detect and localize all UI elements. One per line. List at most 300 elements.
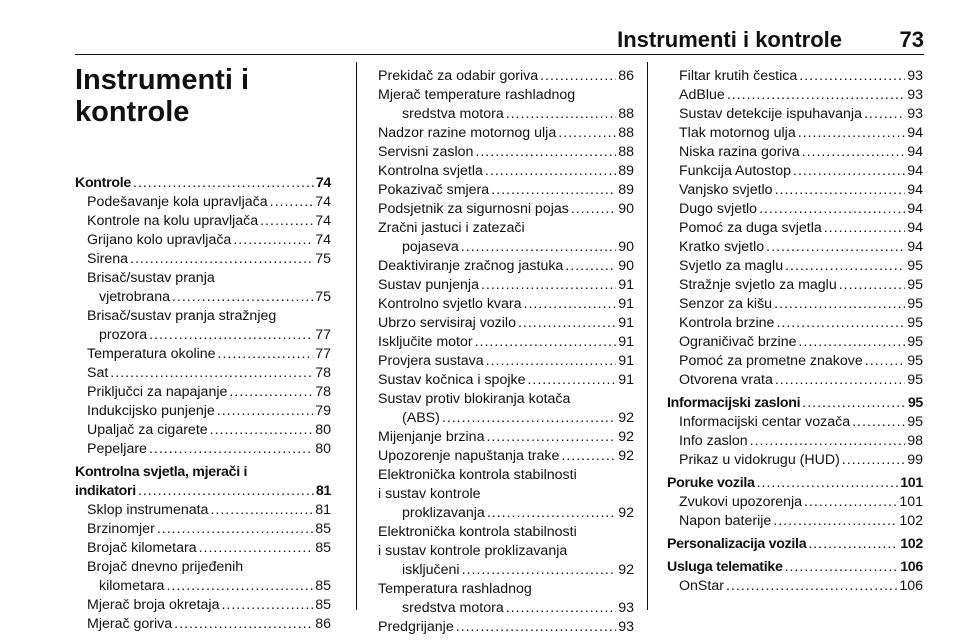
- toc-entry-group[interactable]: [378, 219, 634, 257]
- toc-entry-title: Prikaz u vidokrugu (HUD): [679, 452, 840, 468]
- toc-dot-leader: [518, 314, 616, 333]
- toc-entry[interactable]: [75, 440, 331, 459]
- toc-entry-title: Ubrzo servisiraj vozilo: [378, 315, 516, 331]
- toc-entry-title: Pepeljare: [87, 441, 147, 457]
- toc-entry[interactable]: [75, 345, 331, 364]
- toc-column-3: [667, 67, 923, 596]
- column-divider-1: [356, 62, 357, 610]
- toc-entry[interactable]: [667, 295, 923, 314]
- toc-page-number: 94: [907, 144, 923, 160]
- toc-entry[interactable]: [667, 314, 923, 333]
- toc-page-number: 95: [907, 277, 923, 293]
- toc-dot-leader: [842, 451, 905, 470]
- toc-dot-leader: [475, 143, 616, 162]
- toc-entry[interactable]: [667, 512, 923, 531]
- toc-dot-leader: [221, 596, 313, 615]
- toc-page-number: 91: [618, 334, 634, 350]
- toc-dot-leader: [540, 67, 616, 86]
- toc-page-number: 94: [907, 182, 923, 198]
- toc-entry-group[interactable]: [75, 307, 331, 345]
- toc-entry[interactable]: [667, 451, 923, 470]
- toc-entry-line: Brisač/sustav pranja: [87, 270, 215, 286]
- toc-dot-leader: [799, 333, 906, 352]
- toc-entry-title: Sklop instrumenata: [87, 502, 209, 518]
- toc-dot-leader: [174, 615, 313, 634]
- toc-entry-title: Servisni zaslon: [378, 144, 474, 160]
- toc-entry[interactable]: [378, 504, 634, 523]
- toc-entry[interactable]: [667, 162, 923, 181]
- toc-page-number: 88: [618, 106, 634, 122]
- toc-dot-leader: [149, 326, 313, 345]
- toc-dot-leader: [475, 333, 617, 352]
- toc-entry-title: Grijano kolo upravljača: [87, 232, 232, 248]
- toc-page-number: 75: [315, 289, 331, 305]
- toc-entry[interactable]: [667, 143, 923, 162]
- toc-page-number: 74: [315, 194, 331, 210]
- toc-entry[interactable]: [378, 162, 634, 181]
- toc-entry[interactable]: [667, 257, 923, 276]
- toc-entry[interactable]: [75, 520, 331, 539]
- toc-entry[interactable]: [75, 402, 331, 421]
- toc-entry-title: Mjerač broja okretaja: [87, 597, 220, 613]
- toc-entry[interactable]: [378, 124, 634, 143]
- toc-dot-leader: [798, 124, 906, 143]
- toc-entry-title: Informacijski zasloni: [667, 395, 801, 411]
- toc-entry[interactable]: [667, 535, 923, 554]
- toc-entry-title: Otvorena vrata: [679, 372, 773, 388]
- toc-entry[interactable]: [75, 539, 331, 558]
- toc-entry[interactable]: [667, 371, 923, 390]
- toc-entry[interactable]: [378, 238, 634, 257]
- toc-dot-leader: [133, 174, 314, 193]
- toc-dot-leader: [571, 200, 616, 219]
- toc-entry[interactable]: [75, 482, 331, 501]
- toc-page-number: 98: [907, 433, 923, 449]
- toc-dot-leader: [491, 181, 616, 200]
- toc-entry-title: sredstva motora: [402, 600, 504, 616]
- toc-entry-line: Brojač dnevno prijeđenih: [87, 559, 244, 575]
- toc-entry-title: Napon baterije: [679, 513, 772, 529]
- toc-entry-title: Pomoć za duga svjetla: [679, 220, 822, 236]
- toc-dot-leader: [750, 432, 906, 451]
- toc-entry[interactable]: [667, 105, 923, 124]
- toc-entry[interactable]: [378, 618, 634, 637]
- column-divider-2: [647, 62, 648, 610]
- toc-page-number: 95: [907, 296, 923, 312]
- toc-page-number: 95: [907, 334, 923, 350]
- toc-page-number: 74: [315, 213, 331, 229]
- toc-entry-title: Indukcijsko punjenje: [87, 403, 215, 419]
- toc-entry-title: Priključci za napajanje: [87, 384, 228, 400]
- toc-page-number: 74: [315, 232, 331, 248]
- toc-entry-title: Mijenjanje brzina: [378, 429, 485, 445]
- toc-page-number: 89: [618, 163, 634, 179]
- toc-entry-line: i sustav kontrole proklizavanja: [378, 543, 568, 559]
- toc-entry[interactable]: [75, 288, 331, 307]
- toc-page-number: 92: [618, 429, 634, 445]
- toc-entry[interactable]: [667, 577, 923, 596]
- toc-entry-title: AdBlue: [679, 87, 725, 103]
- toc-page-number: 95: [907, 258, 923, 274]
- toc-entry[interactable]: [667, 200, 923, 219]
- toc-dot-leader: [157, 520, 313, 539]
- toc-entry-title: Kontrolno svjetlo kvara: [378, 296, 522, 312]
- toc-entry[interactable]: [667, 276, 923, 295]
- toc-dot-leader: [461, 238, 616, 257]
- toc-entry-title: pojaseva: [402, 239, 459, 255]
- toc-entry-title: Mjerač goriva: [87, 616, 173, 632]
- toc-entry[interactable]: [75, 383, 331, 402]
- toc-page-number: 93: [618, 619, 634, 635]
- toc-dot-leader: [558, 124, 616, 143]
- toc-entry[interactable]: [378, 314, 634, 333]
- toc-dot-leader: [561, 447, 616, 466]
- toc-dot-leader: [442, 409, 616, 428]
- toc-entry-title: Pokazivač smjera: [378, 182, 490, 198]
- toc-entry[interactable]: [378, 447, 634, 466]
- toc-entry-title: Sustav punjenja: [378, 277, 479, 293]
- toc-page-number: 93: [907, 87, 923, 103]
- toc-page-number: 91: [618, 296, 634, 312]
- toc-entry-title: Podsjetnik za sigurnosni pojas: [378, 201, 569, 217]
- toc-entry[interactable]: [667, 181, 923, 200]
- toc-entry-title: Prekidač za odabir goriva: [378, 68, 539, 84]
- toc-entry-title: Sat: [87, 365, 109, 381]
- toc-entry-line: Sustav protiv blokiranja kotača: [378, 391, 571, 407]
- toc-page-number: 92: [618, 505, 634, 521]
- toc-page-number: 94: [907, 125, 923, 141]
- toc-entry[interactable]: [378, 276, 634, 295]
- toc-page-number: 89: [618, 182, 634, 198]
- toc-dot-leader: [727, 86, 905, 105]
- toc-entry-title: Kontrola brzine: [679, 315, 775, 331]
- toc-entry-group[interactable]: [378, 466, 634, 523]
- toc-entry[interactable]: [667, 333, 923, 352]
- toc-entry-title: Brojač kilometara: [87, 540, 197, 556]
- toc-entry-title: Stražnje svjetlo za maglu: [679, 277, 837, 293]
- toc-dot-leader: [865, 352, 905, 371]
- toc-entry-title: Upaljač za cigarete: [87, 422, 208, 438]
- toc-entry[interactable]: [75, 193, 331, 212]
- toc-page-number: 81: [315, 502, 331, 518]
- toc-entry[interactable]: [667, 219, 923, 238]
- toc-entry-group[interactable]: [75, 269, 331, 307]
- toc-page-number: 79: [315, 403, 331, 419]
- toc-entry-title: Usluga telematike: [667, 559, 783, 575]
- toc-entry-title: Kratko svjetlo: [679, 239, 765, 255]
- toc-page-number: 85: [315, 597, 331, 613]
- toc-entry-group[interactable]: [378, 523, 634, 580]
- toc-entry[interactable]: [378, 428, 634, 447]
- toc-page-number: 93: [907, 106, 923, 122]
- toc-entry[interactable]: [667, 124, 923, 143]
- toc-entry-title: Isključite motor: [378, 334, 473, 350]
- toc-entry-title: Nadzor razine motornog ulja: [378, 125, 557, 141]
- toc-dot-leader: [210, 501, 313, 520]
- toc-dot-leader: [233, 231, 313, 250]
- toc-dot-leader: [773, 512, 897, 531]
- toc-page-number: 78: [315, 365, 331, 381]
- toc-entry[interactable]: [378, 371, 634, 390]
- toc-entry-title: isključeni: [402, 562, 460, 578]
- toc-entry-group[interactable]: [378, 580, 634, 618]
- toc-page-number: 102: [899, 513, 923, 529]
- toc-dot-leader: [166, 577, 313, 596]
- toc-entry[interactable]: [667, 238, 923, 257]
- toc-entry[interactable]: [75, 364, 331, 383]
- toc-dot-leader: [785, 558, 899, 577]
- toc-entry-group[interactable]: [378, 390, 634, 428]
- toc-entry[interactable]: [378, 409, 634, 428]
- toc-entry-title: indikatori: [75, 483, 136, 499]
- toc-page-number: 90: [618, 201, 634, 217]
- toc-dot-leader: [486, 352, 617, 371]
- toc-dot-leader: [793, 162, 905, 181]
- toc-dot-leader: [506, 599, 617, 618]
- toc-entry-line: Temperatura rashladnog: [378, 581, 532, 597]
- toc-page-number: 102: [900, 536, 923, 552]
- toc-page-number: 94: [907, 220, 923, 236]
- toc-entry-line: Kontrolna svjetla, mjerači i: [75, 464, 248, 480]
- toc-page-number: 92: [618, 448, 634, 464]
- toc-entry[interactable]: [378, 352, 634, 371]
- toc-dot-leader: [110, 364, 313, 383]
- toc-dot-leader: [149, 440, 313, 459]
- toc-dot-leader: [260, 212, 313, 231]
- toc-entry-title: Pomoć za prometne znakove: [679, 353, 863, 369]
- header-rule: [75, 54, 924, 55]
- toc-entry-title: Niska razina goriva: [679, 144, 800, 160]
- toc-dot-leader: [229, 383, 313, 402]
- toc-dot-leader: [776, 314, 905, 333]
- toc-entry-title: prozora: [99, 327, 148, 343]
- toc-page-number: 99: [907, 452, 923, 468]
- toc-entry-group[interactable]: [378, 86, 634, 124]
- toc-dot-leader: [804, 493, 897, 512]
- page-number: 73: [899, 27, 924, 52]
- toc-page-number: 86: [315, 616, 331, 632]
- toc-entry-title: Vanjsko svjetlo: [679, 182, 773, 198]
- toc-entry[interactable]: [75, 231, 331, 250]
- toc-dot-leader: [757, 474, 899, 493]
- toc-page-number: 80: [315, 422, 331, 438]
- toc-page-number: 88: [618, 125, 634, 141]
- toc-dot-leader: [486, 428, 616, 447]
- toc-entry-title: Sirena: [87, 251, 129, 267]
- toc-dot-leader: [802, 143, 906, 162]
- toc-entry[interactable]: [378, 561, 634, 580]
- toc-entry-line: Elektronička kontrola stabilnosti: [378, 524, 577, 540]
- toc-entry-title: Temperatura okoline: [87, 346, 216, 362]
- toc-dot-leader: [524, 295, 617, 314]
- toc-entry-title: Sustav detekcije ispuhavanja: [679, 106, 862, 122]
- toc-page-number: 88: [618, 144, 634, 160]
- toc-dot-leader: [481, 276, 616, 295]
- toc-column-2: [378, 67, 634, 637]
- toc-page-number: 92: [618, 562, 634, 578]
- toc-entry[interactable]: [378, 599, 634, 618]
- toc-entry-title: sredstva motora: [402, 106, 504, 122]
- toc-page-number: 77: [315, 327, 331, 343]
- toc-dot-leader: [172, 288, 313, 307]
- toc-page-number: 85: [315, 578, 331, 594]
- toc-entry-title: Svjetlo za maglu: [679, 258, 784, 274]
- toc-dot-leader: [802, 394, 906, 413]
- toc-page-number: 95: [907, 315, 923, 331]
- toc-page-number: 74: [315, 175, 331, 191]
- toc-entry-title: Funkcija Autostop: [679, 163, 791, 179]
- toc-page-number: 92: [618, 410, 634, 426]
- toc-entry-title: Kontrolna svjetla: [378, 163, 483, 179]
- toc-dot-leader: [766, 238, 905, 257]
- toc-entry[interactable]: [378, 200, 634, 219]
- toc-entry-title: Ograničivač brzine: [679, 334, 797, 350]
- toc-entry-title: Kontrole: [75, 175, 131, 191]
- toc-dot-leader: [218, 345, 314, 364]
- toc-entry-title: Informacijski centar vozača: [679, 414, 851, 430]
- toc-entry[interactable]: [75, 421, 331, 440]
- toc-entry-line: Mjerač temperature rashladnog: [378, 87, 576, 103]
- toc-entry[interactable]: [378, 67, 634, 86]
- toc-dot-leader: [456, 618, 617, 637]
- toc-page-number: 94: [907, 163, 923, 179]
- toc-page-number: 85: [315, 521, 331, 537]
- toc-entry-title: proklizavanja: [402, 505, 485, 521]
- toc-entry-title: Poruke vozila: [667, 475, 755, 491]
- toc-entry-title: vjetrobrana: [99, 289, 170, 305]
- toc-page-number: 95: [907, 353, 923, 369]
- toc-page-number: 106: [899, 578, 923, 594]
- toc-entry-title: Zvukovi upozorenja: [679, 494, 803, 510]
- toc-page-number: 95: [907, 395, 923, 411]
- toc-page-number: 86: [618, 68, 634, 84]
- toc-dot-leader: [527, 371, 616, 390]
- toc-page-number: 95: [907, 372, 923, 388]
- toc-entry[interactable]: [378, 257, 634, 276]
- toc-entry[interactable]: [75, 577, 331, 596]
- toc-page-number: 90: [618, 258, 634, 274]
- toc-entry[interactable]: [667, 558, 923, 577]
- toc-dot-leader: [799, 67, 905, 86]
- toc-page-number: 94: [907, 201, 923, 217]
- toc-dot-leader: [462, 561, 617, 580]
- chapter-title: [75, 64, 345, 128]
- toc-page-number: 101: [900, 475, 923, 491]
- toc-dot-leader: [824, 219, 905, 238]
- toc-dot-leader: [775, 181, 906, 200]
- toc-entry-group[interactable]: [75, 558, 331, 596]
- toc-entry-title: Dugo svjetlo: [679, 201, 758, 217]
- toc-entry[interactable]: [378, 105, 634, 124]
- toc-entry-title: Predgrijanje: [378, 619, 454, 635]
- toc-entry[interactable]: [75, 326, 331, 345]
- toc-entry[interactable]: [378, 295, 634, 314]
- toc-entry-line: Brisač/sustav pranja stražnjeg: [87, 308, 277, 324]
- chapter-title-line-2: kontrole: [75, 96, 190, 128]
- toc-dot-leader: [217, 402, 313, 421]
- toc-entry[interactable]: [378, 181, 634, 200]
- toc-entry[interactable]: [667, 86, 923, 105]
- toc-page-number: 78: [315, 384, 331, 400]
- toc-entry[interactable]: [378, 143, 634, 162]
- toc-entry[interactable]: [75, 212, 331, 231]
- toc-dot-leader: [852, 413, 905, 432]
- toc-entry-title: OnStar: [679, 578, 724, 594]
- toc-entry-title: Info zaslon: [679, 433, 748, 449]
- toc-dot-leader: [138, 482, 314, 501]
- toc-dot-leader: [726, 577, 897, 596]
- toc-entry-title: Brzinomjer: [87, 521, 155, 537]
- toc-dot-leader: [130, 250, 313, 269]
- toc-entry[interactable]: [667, 493, 923, 512]
- toc-entry-title: Upozorenje napuštanja trake: [378, 448, 560, 464]
- toc-page-number: 93: [618, 600, 634, 616]
- toc-page-number: 77: [315, 346, 331, 362]
- toc-entry[interactable]: [75, 615, 331, 634]
- toc-entry-title: Tlak motornog ulja: [679, 125, 796, 141]
- toc-page-number: 91: [618, 315, 634, 331]
- toc-dot-leader: [565, 257, 616, 276]
- toc-dot-leader: [759, 200, 905, 219]
- toc-entry-title: (ABS): [402, 410, 440, 426]
- toc-dot-leader: [487, 504, 616, 523]
- toc-page-number: 81: [315, 483, 331, 499]
- toc-dot-leader: [485, 162, 616, 181]
- toc-entry-title: Sustav kočnica i spojke: [378, 372, 526, 388]
- toc-page-number: 93: [907, 68, 923, 84]
- toc-entry-title: Podešavanje kola upravljača: [87, 194, 268, 210]
- toc-page-number: 106: [900, 559, 923, 575]
- toc-page-number: 91: [618, 353, 634, 369]
- toc-page-number: 75: [315, 251, 331, 267]
- running-header-title: Instrumenti i kontrole: [617, 27, 842, 52]
- toc-page-number: 91: [618, 277, 634, 293]
- toc-entry[interactable]: [667, 432, 923, 451]
- toc-dot-leader: [808, 535, 898, 554]
- chapter-title-line-1: Instrumenti i: [75, 64, 250, 96]
- toc-dot-leader: [775, 371, 905, 390]
- toc-entry[interactable]: [378, 333, 634, 352]
- toc-dot-leader: [210, 421, 314, 440]
- toc-entry[interactable]: [667, 67, 923, 86]
- toc-dot-leader: [864, 105, 905, 124]
- toc-section[interactable]: [75, 463, 331, 501]
- toc-dot-leader: [199, 539, 314, 558]
- toc-page-number: 80: [315, 441, 331, 457]
- toc-entry-title: kilometara: [99, 578, 165, 594]
- toc-page-number: 90: [618, 239, 634, 255]
- toc-entry[interactable]: [667, 474, 923, 493]
- toc-entry-title: Deaktiviranje zračnog jastuka: [378, 258, 564, 274]
- toc-entry[interactable]: [75, 596, 331, 615]
- toc-entry-title: Personalizacija vozila: [667, 536, 807, 552]
- toc-page-number: 94: [907, 239, 923, 255]
- toc-entry[interactable]: [75, 174, 331, 193]
- toc-entry[interactable]: [667, 352, 923, 371]
- toc-entry[interactable]: [667, 394, 923, 413]
- toc-entry[interactable]: [75, 501, 331, 520]
- toc-entry[interactable]: [75, 250, 331, 269]
- toc-dot-leader: [506, 105, 617, 124]
- toc-entry-title: Senzor za kišu: [679, 296, 773, 312]
- toc-page-number: 91: [618, 372, 634, 388]
- toc-page-number: 101: [899, 494, 923, 510]
- toc-entry-title: Filtar krutih čestica: [679, 68, 798, 84]
- toc-entry[interactable]: [667, 413, 923, 432]
- toc-entry-title: Provjera sustava: [378, 353, 484, 369]
- toc-entry-line: Elektronička kontrola stabilnosti: [378, 467, 577, 483]
- toc-entry-title: Kontrole na kolu upravljača: [87, 213, 259, 229]
